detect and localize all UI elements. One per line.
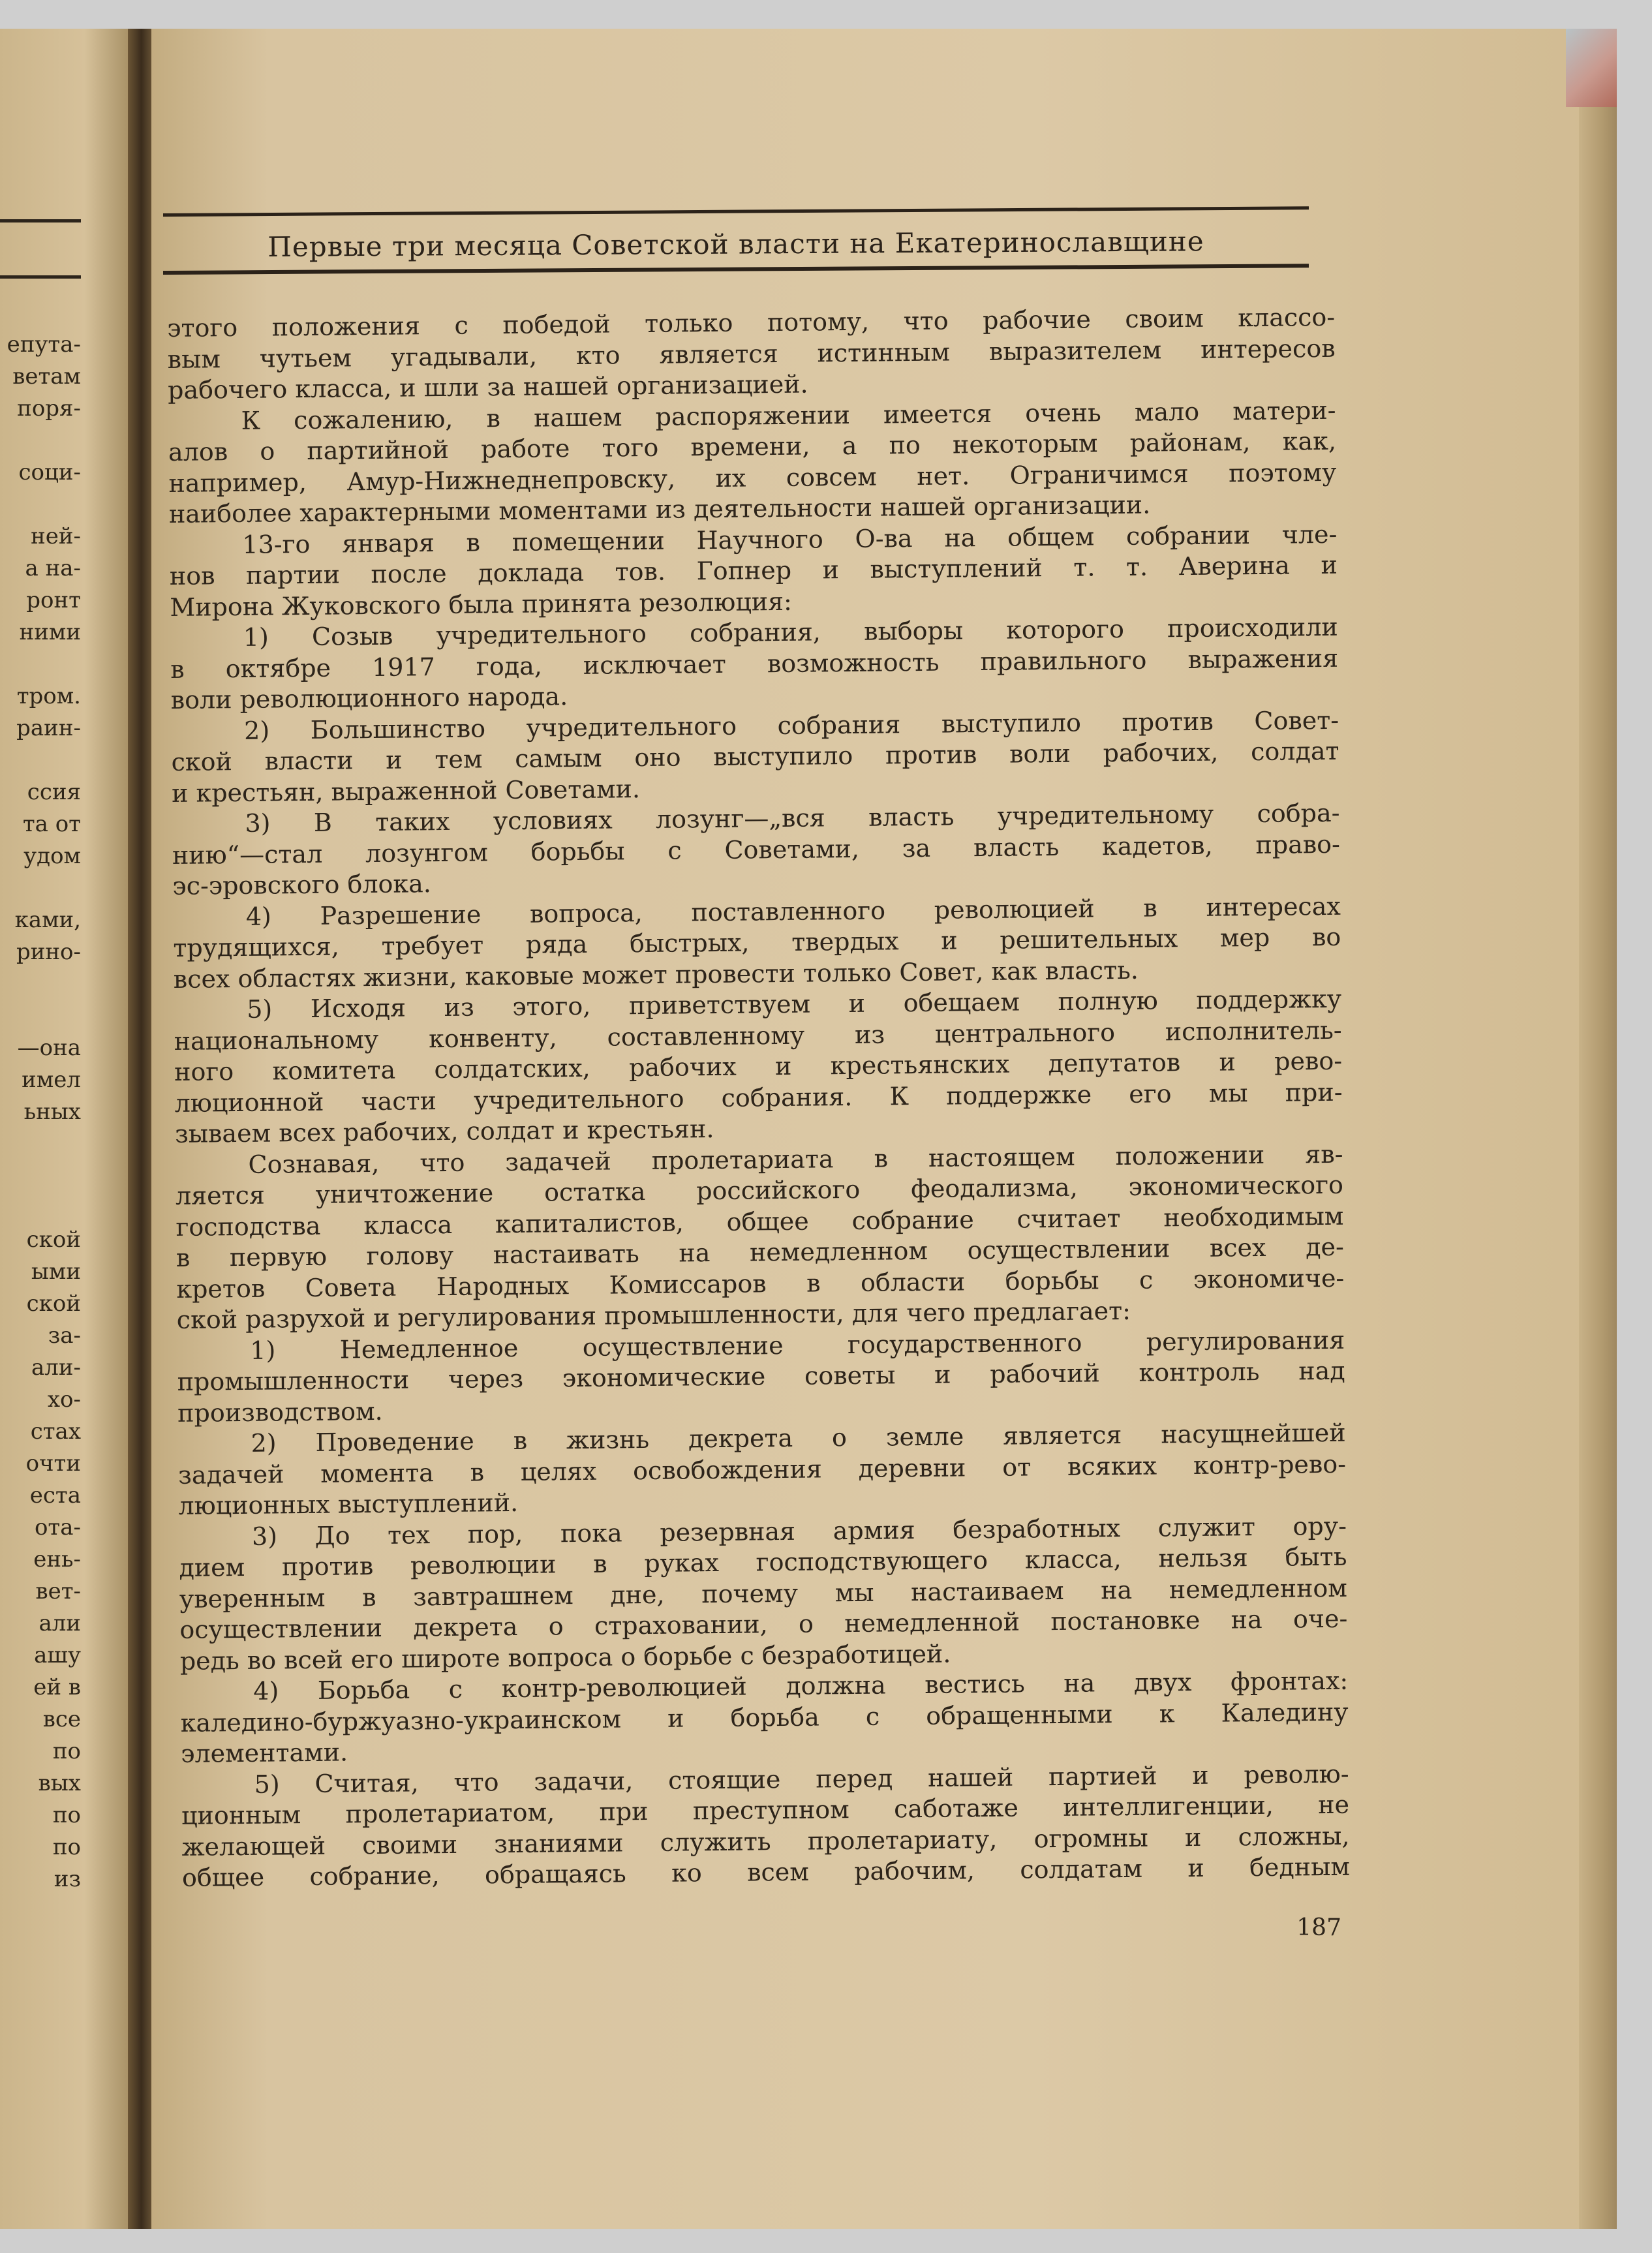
facing-page-fragment: вых <box>38 1770 81 1796</box>
text-line: 1) Созыв учредительного собрания, выборы которого происходили <box>243 612 1338 652</box>
text-line: Сознавая, что задачей пролетариата в настоящем положении яв- <box>248 1139 1343 1179</box>
facing-page-fragment: очти <box>25 1450 81 1477</box>
facing-page-fragment: та от <box>22 811 81 837</box>
text-line: промышленности через экономические советы и рабочий контроль над <box>177 1356 1345 1396</box>
facing-page-fragment: епута- <box>7 331 81 358</box>
facing-page-rule-bottom <box>0 275 81 279</box>
text-line: каледино-буржуазно-украинском и борьба с обращенными к Каледину <box>180 1697 1349 1738</box>
text-line: алов о партийной работе того времени, а по некоторым районам, как, <box>168 426 1337 467</box>
facing-page-fragment: ской <box>26 1227 81 1253</box>
text-line: люционной части учредительного собрания. К поддержке его мы при- <box>174 1077 1343 1118</box>
text-line: нов партии после доклада тов. Гопнер и выступлений т. т. Аверина и <box>169 550 1338 590</box>
facing-page-fragment: по <box>52 1802 81 1828</box>
text-line: воли революционного народа. <box>170 682 568 714</box>
facing-page-fragment: поря- <box>17 395 81 421</box>
page-edge <box>1579 29 1617 2229</box>
text-line: 5) Считая, что задачи, стоящие перед нашей партией и револю- <box>254 1759 1349 1799</box>
text-line: ционным пролетариатом, при преступном саботаже интеллигенции, не <box>181 1790 1350 1830</box>
facing-page-fragment: —она <box>17 1035 81 1061</box>
facing-page-fragment: ками, <box>14 907 81 933</box>
text-line: 1) Немедленное осуществление государственного регулирования <box>250 1325 1345 1365</box>
facing-page-fragment: ыми <box>31 1259 81 1285</box>
text-line: ской власти и тем самым оно выступило против воли рабочих, солдат <box>171 736 1339 776</box>
text-line: уверенным в завтрашнем дне, почему мы настаиваем на немедленном <box>179 1573 1348 1614</box>
text-line: 4) Борьба с контр-революцией должна вестись на двух фронтах: <box>253 1666 1349 1706</box>
facing-page-fragment: а на- <box>25 555 81 581</box>
text-line: наиболее характерными моментами из деятельности нашей организации. <box>168 490 1151 529</box>
text-line: например, Амур-Нижнеднепровску, их совсем нет. Ограничимся поэтому <box>168 457 1337 498</box>
facing-page-fragment: али- <box>31 1355 81 1381</box>
facing-page-fragment: имел <box>22 1067 81 1093</box>
facing-page-fragment: рино- <box>16 939 81 965</box>
text-line: 2) Проведение в жизнь декрета о земле является насущнейшей <box>251 1418 1346 1458</box>
text-line: общее собрание, обращаясь ко всем рабочим, солдатам и бедным <box>181 1852 1351 1892</box>
text-line: в октябре 1917 года, исключает возможность правильного выражения <box>170 643 1339 684</box>
text-line: Мирона Жуковского была принята резолюция: <box>170 587 793 622</box>
facing-page-fragment: ней- <box>31 523 81 549</box>
text-line: ской разрухой и регулирования промышленности, для чего предлагает: <box>176 1296 1131 1334</box>
facing-page-fragment: по <box>52 1834 81 1860</box>
text-line: производством. <box>177 1396 383 1428</box>
text-line: 3) До тех пор, пока резервная армия безработных служит ору- <box>251 1511 1347 1551</box>
text-line: К сожалению, в нашем распоряжении имеется очень мало матери- <box>241 395 1336 435</box>
page-number: 187 <box>1296 1914 1341 1941</box>
facing-page-fragment: ень- <box>33 1546 81 1572</box>
facing-page-fragment: соци- <box>18 459 81 485</box>
text-line: в первую голову настаивать на немедленном осуществлении всех де- <box>176 1232 1345 1272</box>
facing-page-fragment: ьных <box>23 1099 81 1125</box>
running-head: Первые три месяца Советской власти на Екатеринославщине <box>268 225 1204 264</box>
text-line: элементами. <box>180 1738 348 1768</box>
text-line: зываем всех рабочих, солдат и крестьян. <box>174 1114 714 1148</box>
facing-page-fragment: ронт <box>26 587 81 613</box>
facing-page-fragment: тром. <box>16 683 81 709</box>
facing-page-fragment: за- <box>48 1323 81 1349</box>
facing-page-fragment: ними <box>19 619 81 645</box>
facing-page-fragment: вет- <box>35 1578 81 1604</box>
text-line: дием против революции в руках господствующего класса, нельзя быть <box>179 1542 1347 1582</box>
text-line: ляется уничтожение остатка российского феодализма, экономического <box>175 1170 1344 1210</box>
facing-page-fragment: раин- <box>16 715 81 741</box>
facing-page-fragment: ской <box>26 1291 81 1317</box>
text-line: осуществлении декрета о страховании, о немедленной постановке на оче- <box>179 1604 1348 1644</box>
body-text <box>167 302 1350 1894</box>
text-line: 3) В таких условиях лозунг—„вся власть учредительному собра- <box>245 798 1340 838</box>
text-line: задачей момента в целях освобождения деревни от всяких контр-рево- <box>177 1449 1347 1490</box>
facing-page-fragment: али <box>38 1610 81 1636</box>
text-line: рабочего класса, и шли за нашей организацией. <box>167 369 808 405</box>
text-line: ного комитета солдатских, рабочих и крестьянских депутатов и рево- <box>174 1046 1343 1086</box>
facing-page-fragment: хо- <box>47 1387 81 1413</box>
text-line: редь во всей его широте вопроса о борьбе с безработицей. <box>179 1639 951 1676</box>
text-line: 13-го января в помещении Научного О-ва на общем собрании чле- <box>242 519 1338 559</box>
text-line: этого положения с победой только потому, что рабочие своим классо- <box>167 302 1336 343</box>
text-line: нию“—стал лозунгом борьбы с Советами, за власть кадетов, право- <box>172 829 1341 870</box>
facing-page-fragment: стах <box>30 1418 81 1445</box>
text-line: кретов Совета Народных Комиссаров в области борьбы с экономиче- <box>176 1263 1345 1304</box>
facing-page-fragment: из <box>54 1866 81 1892</box>
facing-page-fragment: еста <box>29 1482 81 1509</box>
text-line: желающей своими знаниями служить пролетариату, огромны и сложны, <box>181 1821 1350 1862</box>
text-line: всех областях жизни, каковые может провести только Совет, как власть. <box>173 955 1139 994</box>
facing-page-fragment: ссия <box>27 779 81 805</box>
text-line: эс-эровского блока. <box>172 869 432 900</box>
facing-page-fragment: ота- <box>34 1514 81 1540</box>
page-corner <box>1566 29 1617 107</box>
text-line: трудящихся, требует ряда быстрых, твердых и решительных мер во <box>173 922 1341 962</box>
text-line: национальному конвенту, составленному из центрального исполнитель- <box>174 1015 1342 1056</box>
text-line: вым чутьем угадывали, кто является истинным выразителем интересов <box>167 333 1336 374</box>
facing-page-fragment: ветам <box>12 363 81 390</box>
facing-page-rule-top <box>0 219 81 222</box>
facing-page-fragment: ей в <box>33 1674 81 1700</box>
text-line: и крестьян, выраженной Советами. <box>171 774 641 808</box>
text-line: господства класса капиталистов, общее собрание считает необходимым <box>176 1201 1344 1242</box>
text-line: 4) Разрешение вопроса, поставленного революцией в интересах <box>245 891 1341 931</box>
text-line: 2) Большинство учредительного собрания выступило против Совет- <box>243 705 1339 745</box>
facing-page-fragment: по <box>52 1738 81 1764</box>
facing-page <box>0 29 141 2229</box>
facing-page-fragment: ашу <box>34 1642 81 1668</box>
facing-page-fragment: все <box>42 1706 81 1732</box>
facing-page-fragment: удом <box>23 843 81 869</box>
text-line: люционных выступлений. <box>178 1488 519 1520</box>
text-line: 5) Исходя из этого, приветствуем и обещаем полную поддержку <box>247 984 1342 1024</box>
